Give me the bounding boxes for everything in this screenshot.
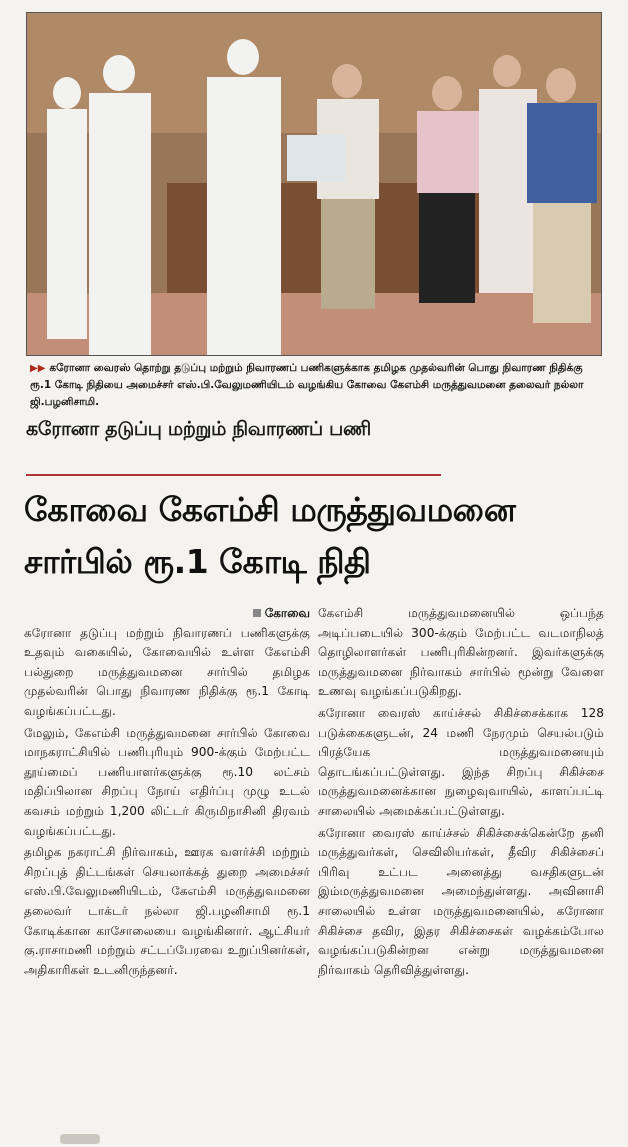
paragraph: தமிழக நகராட்சி நிர்வாகம், ஊரக வளர்ச்சி மற்றும் சிறப்புத் திட்டங்கள் செயலாக்கத் துறை அமைச்சர் எஸ்.பி.வேலுமணியிடம், கேஎம்சி மருத்துவமனை தலைவர் டாக்டர் நல்லா ஜி.பழனிசாமி ரூ.1 கோடிக்கான காசோலையை வழங்கினார். ஆட்சியர் கு.ராசாமணி மற்றும் சட்டப்பேரவை உறுப்பினர்கள், அதிகாரிகள் உடனிருந்தனர். — [24, 845, 310, 977]
paragraph: கேஎம்சி மருத்துவமனையில் ஒப்பந்த அடிப்படையில் 300-க்கும் மேற்பட்ட வடமாநிலத் தொழிலாளர்கள் பணிபுரிகின்றனர். இவர்களுக்கு மருத்துவமனை நிர்வாகம் சார்பில் மூன்று வேளை உணவு வழங்கப்படுகிறது. — [318, 606, 604, 699]
paragraph: மேலும், கேஎம்சி மருத்துவமனை சார்பில் கோவை மாநகராட்சியில் பணிபுரியும் 900-க்கும் மேற்பட்ட தூய்மைப் பணியாளர்களுக்கு ரூ.10 லட்சம் மதிப்பிலான சிறப்பு நோய் எதிர்ப்பு முழு உடல் கவசம் மற்றும் 1,200 லிட்டர் கிருமிநாசினி திரவம் வழங்கப்பட்டது. — [24, 725, 310, 838]
caption-arrow-icon: ▶▶ — [30, 363, 46, 374]
page-edge-mark — [60, 1134, 100, 1144]
kicker-rule — [26, 474, 441, 476]
paragraph: கரோனா வைரஸ் காய்ச்சல் சிகிச்சைக்காக 128 படுக்கைகளுடன், 24 மணி நேரமும் செயல்படும் பிரத்யேக மருத்துவமனையும் தொடங்கப்பட்டுள்ளது. இந்த சிறப்பு சிகிச்சை மருத்துவமனைக்கான நுழைவுவாயில், காளப்பட்டி சாலையில் அமைக்கப்பட்டுள்ளது. — [318, 705, 604, 818]
photo-icon — [27, 13, 601, 355]
photo-caption — [30, 360, 600, 411]
headline-line-1: கோவை கேஎம்சி மருத்துவமனை — [24, 490, 516, 529]
dateline-text: கோவை — [264, 606, 310, 620]
news-photo — [26, 12, 602, 356]
page-title — [24, 484, 604, 588]
paragraph: கரோனா வைரஸ் காய்ச்சல் சிகிச்சைக்கென்றே தனி மருத்துவர்கள், செவிலியர்கள், தீவிர சிகிச்சைப் பிரிவு உட்பட அனைத்து வசதிகளுடன் இம்மருத்துவமனை அமைந்துள்ளது. அவினாசி சாலையில் உள்ள மருத்துவமனையில், கரோனா சிகிச்சை தவிர, இதர சிகிச்சைகள் வழக்கம்போல வழங்கப்படுகின்றன என்று மருத்துவமனை நிர்வாகம் தெரிவித்துள்ளது. — [318, 825, 604, 977]
headline-line-2: சார்பில் ரூ.1 கோடி நிதி — [24, 542, 371, 581]
kicker-heading: கரோனா தடுப்பு மற்றும் நிவாரணப் பணி — [26, 418, 371, 440]
dateline — [24, 604, 310, 624]
paragraph: கரோனா தடுப்பு மற்றும் நிவாரணப் பணிகளுக்கு உதவும் வகையில், கோவையில் உள்ள கேஎம்சி பல்துறை மருத்துவமனை சார்பில் தமிழக முதல்வரின் பொது நிவாரண நிதிக்கு ரூ.1 கோடி வழங்கப்பட்டது. — [24, 625, 310, 718]
dateline-square-icon — [253, 609, 261, 617]
article-column-1 — [24, 604, 310, 982]
caption-text: கரோனா வைரஸ் தொற்று தடுப்பு மற்றும் நிவாரணப் பணிகளுக்காக தமிழக முதல்வரின் பொது நிவாரண நிதிக்கு ரூ.1 கோடி நிதியை அமைச்சர் எஸ்.பி.வேலுமணியிடம் வழங்கிய கோவை கேஎம்சி மருத்துவமனை தலைவர் நல்லா ஜி.பழனிசாமி. — [30, 362, 584, 408]
article-column-2 — [318, 604, 604, 982]
